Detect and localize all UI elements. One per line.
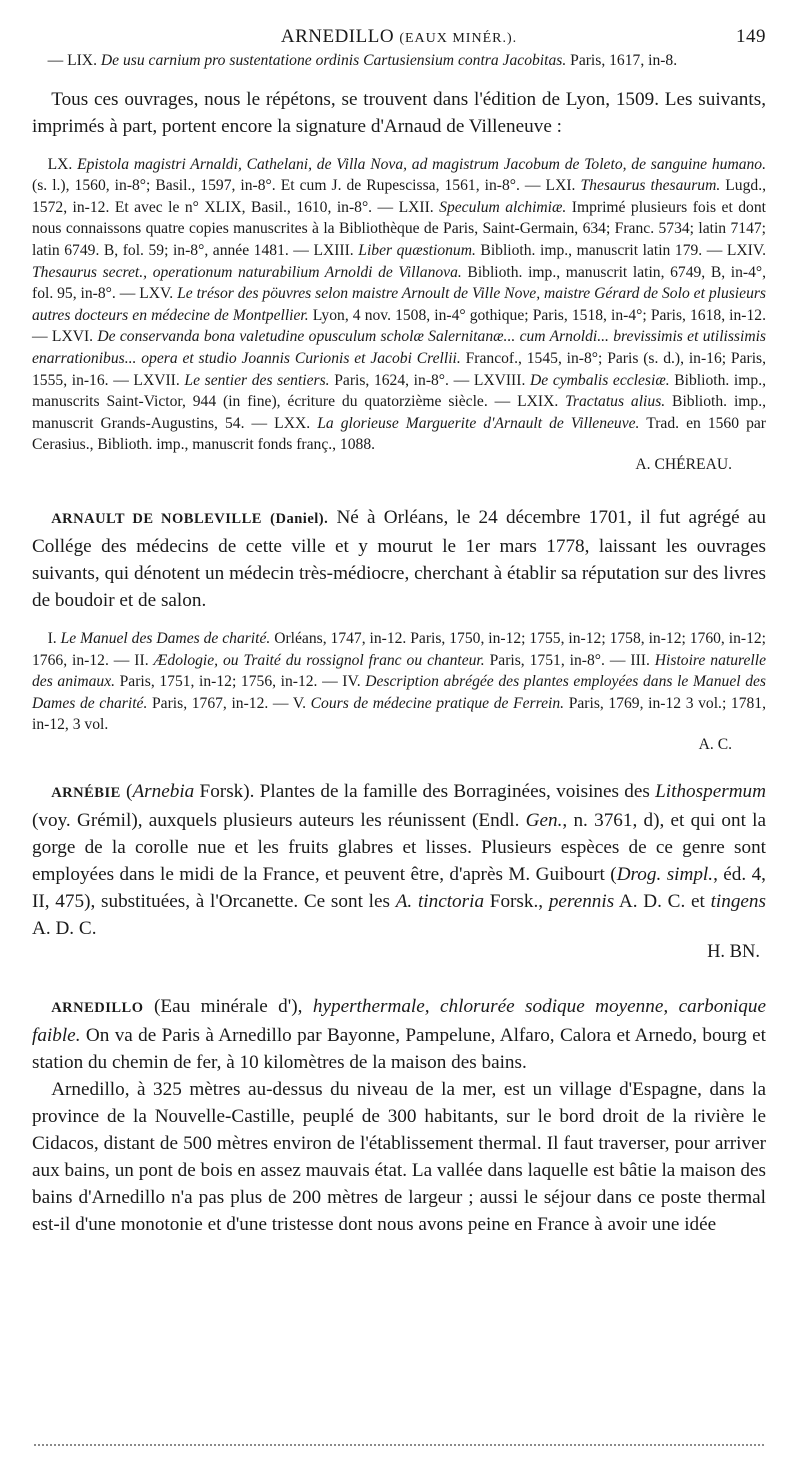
entry-italic: A. tinctoria (395, 890, 485, 912)
entry-italic: tingens (710, 890, 766, 912)
list-text: Francof., 1545, in-8°; Paris (s. d.), in-16; Paris, 1555, in-16. — LXVII. (32, 349, 766, 389)
headword-forename: (Daniel). (270, 510, 329, 527)
entry-text: A. D. C. et (614, 890, 711, 912)
header-qualifier: (EAUX MINÉR.). (399, 31, 518, 46)
lix-title: De usu carnium pro sustentatione ordinis Cartusiensium contra Jacobitas. (100, 52, 567, 69)
entry-arnebie (32, 778, 766, 942)
list-title: Epistola magistri Arnaldi, Cathelani, de Villa Nova, ad magistrum Jacobum de Toleto, de sanguine humano. (77, 155, 766, 173)
entry-nobleville (32, 504, 766, 614)
list-title: Speculum alchimiæ. (439, 198, 567, 216)
lix-number: — LIX. (47, 52, 97, 69)
list-text: Trad. en 1560 par Cerasius., Biblioth. imp., manuscrit fonds franç., 1088. (32, 414, 766, 454)
list-text: Paris, 1624, in-8°. — LXVIII. (329, 371, 530, 389)
list-title: La glorieuse Marguerite d'Arnault de Villeneuve. (317, 414, 640, 432)
running-header (32, 26, 766, 50)
list-title: Le Manuel des Dames de charité. (60, 629, 271, 647)
list-text: Paris, 1767, in-12. — V. (147, 694, 311, 712)
intro-paragraph (32, 86, 766, 140)
works-list-nobleville (32, 628, 766, 736)
list-text: I. (47, 629, 61, 647)
entry-text: (Eau minérale d'), (143, 995, 313, 1017)
list-title: Le sentier des sentiers. (184, 371, 330, 389)
list-title: Tractatus alius. (565, 393, 666, 411)
nobleville-text: Né à Orléans, le 24 décembre 1701, il fut agrégé au Collége des médecins de cette ville et y mourut le 1er mars 1778, laissant les ouvrages suivants, qui dénotent un médecin très-médiocre, cherchant à établir sa réputation sur des livres de boudoir et de salon. (32, 506, 767, 611)
entry-italic: Drog. simpl. (616, 863, 714, 885)
entry-arnedillo (32, 993, 766, 1076)
list-title: Liber quæstionum. (358, 241, 476, 259)
headword-nobleville: ARNAULT DE NOBLEVILLE (51, 510, 262, 527)
arnedillo-paragraph-2 (32, 1076, 766, 1238)
list-text: Biblioth. imp., manuscrits Saint-Victor, 944 (in fine), écriture du quatorzième siècle. — LXIX. (32, 371, 766, 411)
lix-imprint: Paris, 1617, in-8. (570, 52, 678, 69)
list-text: (s. l.), 1560, in-8°; Basil., 1597, in-8°. Et cum J. de Rupescissa, 1561, in-8°. — LXI. (32, 177, 581, 195)
entry-text: Forsk., (484, 890, 549, 912)
entry-text: On va de Paris à Arnedillo par Bayonne, Pampelune, Alfaro, Calora et Arnedo, bourg et station du chemin de fer, à 10 kilomètres de la maison des bains. (32, 1024, 766, 1073)
page-footer-rule (34, 1444, 764, 1456)
headword-arnebie: ARNÉBIE (51, 784, 121, 801)
signature-hbn: H. BN. (707, 941, 760, 962)
list-text: Paris, 1769, in-12 3 vol.; 1781, in-12, 3 vol. (32, 694, 766, 734)
headword-arnedillo: ARNEDILLO (51, 999, 144, 1016)
list-title: Description abrégée des plantes employées dans le Manuel des Dames de charité. (32, 673, 766, 712)
list-text: Paris, 1751, in-8°. — III. (484, 651, 655, 669)
list-text: Paris, 1751, in-12; 1756, in-12. — IV. (115, 673, 366, 691)
lix-entry (32, 50, 766, 72)
list-text: Imprimé plusieurs fois et dont nous connaissons quatre copies manuscrites à la Bibliothèque de Paris, Saint-Germain, 634; Franc. 5734; latin 7147; latin 6749. B, fol. 59; in-8°, année 1481. — LXIII. (32, 198, 766, 259)
list-text: Biblioth. imp., manuscrit latin, 6749, B, in-4°, fol. 95, in-8°. — LXV. (32, 263, 766, 303)
entry-text: ( (120, 780, 133, 802)
signature-ac: A. C. (698, 735, 732, 753)
list-title: Thesaurus thesaurum. (580, 177, 721, 195)
list-text: Lugd., 1572, in-12. Et avec le n° XLIX, Basil., 1610, in-8°. — LXII. (32, 177, 766, 216)
entry-text: (voy. Grémil), auxquels plusieurs auteurs les réunissent (Endl. (32, 809, 526, 831)
entry-italic: Gen. (525, 809, 563, 831)
entry-italic: Lithospermum (655, 780, 766, 802)
entry-text: Arnedillo, à 325 mètres au-dessus du niveau de la mer, est un village d'Espagne, dans la province de la Nouvelle-Castille, peuplé de 300 habitants, sur le bord droit de la rivière le Cidacos, distant de 500 mètres environ de l'établissement thermal. Il faut traverser, pour arriver aux bains, un pont de bois en assez mauvais état. La vallée dans laquelle est bâtie la maison des bains d'Arnedillo n'a pas plus de 200 mètres de largeur ; aussi le séjour dans ce poste thermal est-il d'une monotonie et d'une tristesse dont nous avons peine en France à avoir une idée (32, 1078, 766, 1235)
list-title: Cours de médecine pratique de Ferrein. (310, 694, 565, 712)
list-title: Thesaurus secret., operationum naturabilium Arnoldi de Villanova. (32, 263, 462, 281)
entry-text: Forsk). Plantes de la famille des Borraginées, voisines des (194, 780, 656, 802)
signature-chereau: A. CHÉREAU. (635, 455, 732, 473)
entry-text: , éd. 4, II, 475), substituées, à l'Orcanette. Ce sont les (32, 863, 766, 912)
entry-text: , n. 3761, d), et qui ont la gorge de la corolle nue et les fruits glabres et lisses. Plusieurs espèces de ce genre sont employées dans le midi de la France, et peuvent être, d'après M. Guibourt ( (32, 809, 766, 885)
list-title: Histoire naturelle des animaux. (32, 651, 766, 691)
entry-italic: Arnebia (132, 780, 195, 802)
list-text: Biblioth. imp., manuscrit latin 179. — LXIV. (475, 241, 767, 259)
list-title: De cymbalis ecclesiæ. (530, 371, 670, 389)
list-title: De conservanda bona valetudine opusculum scholæ Salernitanæ... cum Arnoldi... brevissimis et utilissimis enarrationibus... opera et studio Joannis Curionis et Jacobi Crellii. (32, 328, 766, 367)
list-text: Biblioth. imp., manuscrit Grands-Augustins, 54. — LXX. (32, 393, 767, 432)
entry-italic: hyperthermale, chlorurée sodique moyenne, carbonique faible. (32, 995, 766, 1046)
intro-text: Tous ces ouvrages, nous le répétons, se trouvent dans l'édition de Lyon, 1509. Les suivants, imprimés à part, portent encore la signature d'Arnaud de Villeneuve : (32, 88, 766, 137)
list-title: Le trésor des pöuvres selon maistre Arnoult de Ville Nove, maistre Gérard de Solo et plusieurs autres docteurs en médecine de Montpellier. (32, 285, 766, 324)
header-title: ARNEDILLO (280, 26, 395, 47)
list-title: Ædologie, ou Traité du rossignol franc ou chanteur. (153, 651, 485, 669)
page-number: 149 (736, 26, 766, 47)
list-text: LX. (47, 155, 78, 173)
entry-italic: perennis (548, 890, 615, 912)
page (32, 26, 766, 1238)
works-list-villeneuve (32, 154, 766, 456)
entry-text: A. D. C. (32, 917, 97, 939)
list-text: Lyon, 4 nov. 1508, in-4° gothique; Paris, 1518, in-4°; Paris, 1618, in-12. — LXVI. (32, 306, 766, 346)
list-text: Orléans, 1747, in-12. Paris, 1750, in-12; 1755, in-12; 1758, in-12; 1760, in-12; 1766, in-12. — II. (32, 629, 766, 669)
